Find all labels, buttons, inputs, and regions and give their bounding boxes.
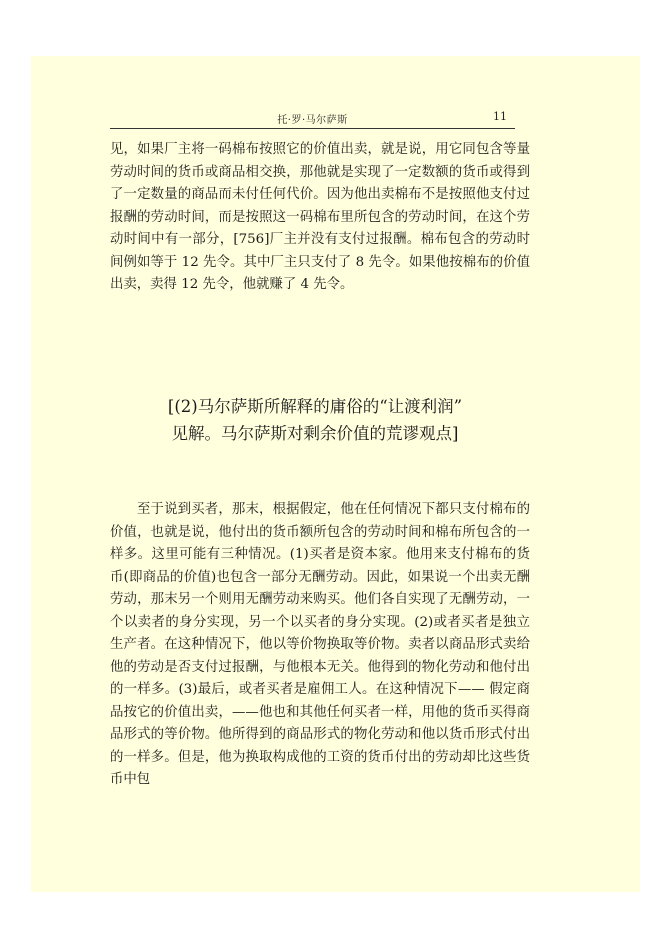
section-heading-line-2: 见解。马尔萨斯对剩余价值的荒谬观点] [171,424,459,443]
running-head: 托·罗·马尔萨斯 [277,115,348,126]
section-heading-line-1: [(2)马尔萨斯所解释的庸俗的“让渡利润” [167,397,463,416]
section-heading [110,393,520,447]
page-number: 11 [493,110,507,123]
paragraph-buyer: 至于说到买者，那末，根据假定，他在任何情况下都只支付棉布的价值，也就是说，他付出的货币额所包含的劳动时间和棉布所包含的一样多。这里可能有三种情况。(1)买者是资本家。他用来支付棉布的货币(即商品的价值)也包含一部分无酬劳动。因此，如果说一个出卖无酬劳动，那末另一个则用无酬劳动来购买。他们各自实现了无酬劳动，一个以卖者的身分实现，另一个以买者的身分实现。(2)或者买者是独立生产者。在这种情况下，他以等价物换取等价物。卖者以商品形式卖给他的劳动是否支付过报酬，与他根本无关。他得到的物化劳动和他付出的一样多。(3)最后，或者买者是雇佣工人。在这种情况下—— 假定商品按它的价值出卖，——他也和其他任何买者一样，用他的货币买得商品形式的等价物。他所得到的商品形式的物化劳动和他以货币形式付出的一样多。但是，他为换取构成他的工资的货币付出的劳动却比这些货币中包 [110,502,530,787]
page-header [110,106,515,129]
paragraph-continuation: 见，如果厂主将一码棉布按照它的价值出卖，就是说，用它同包含等量劳动时间的货币或商品相交换，那他就是实现了一定数额的货币或得到了一定数量的商品而未付任何代价。因为他出卖棉布不是按照他支付过报酬的劳动时间，而是按照这一码棉布里所包含的劳动时间，在这个劳动时间中有一部分，[756]厂主并没有支付过报酬。棉布包含的劳动时间例如等于 12 先令。其中厂主只支付了 8 先令。如果他按棉布的价值出卖，卖得 12 先令，他就赚了 4 先令。 [110,142,530,292]
